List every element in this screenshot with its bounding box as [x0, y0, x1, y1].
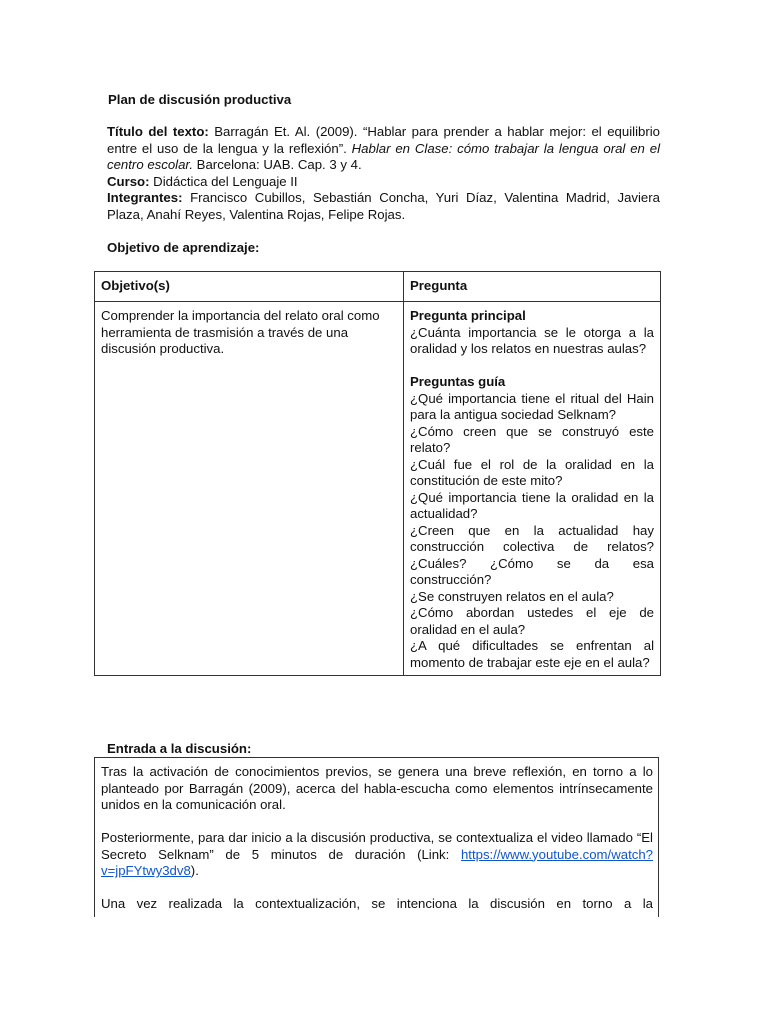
titulo-label: Título del texto:: [107, 124, 209, 139]
pregunta-principal-label: Pregunta principal: [410, 308, 526, 323]
pregunta-guia-item: ¿Cómo creen que se construyó este relato?: [410, 423, 654, 455]
curso-line: [107, 174, 660, 191]
pregunta-guia-item: ¿Creen que en la actualidad hay construcción colectiva de relatos? ¿Cuáles? ¿Cómo se da esa construcción?: [410, 522, 654, 587]
pregunta-guia-item: ¿Cómo abordan ustedes el eje de oralidad en el aula?: [410, 605, 654, 637]
entrada-p2-before: Posteriormente, para dar inicio a la discusión productiva, se contextualiza el video llamado “El Secreto Selknam” de 5 minutos de duración (Link:: [101, 830, 653, 862]
curso-label: Curso:: [107, 173, 150, 189]
entrada-heading: Entrada a la discusión:: [107, 741, 252, 756]
entrada-paragraph-2: [101, 830, 653, 880]
pregunta-guia-item: ¿A qué dificultades se enfrentan al momento de trabajar este eje en el aula?: [410, 638, 654, 670]
pregunta-principal-text: ¿Cuánta importancia se le otorga a la oralidad y los relatos en nuestras aulas?: [410, 324, 654, 356]
table-row: [95, 302, 661, 676]
entrada-paragraph-1: Tras la activación de conocimientos previos, se genera una breve reflexión, en torno a lo planteado por Barragán (2009), acerca del habla-escucha como elementos intrínsecamente unidos en la comunicación oral.: [101, 764, 653, 812]
pregunta-cell: [404, 302, 661, 676]
objectives-table: [94, 271, 661, 676]
preguntas-guia-label: Preguntas guía: [410, 374, 506, 389]
table-header-row: [95, 272, 661, 302]
pregunta-principal-block: [410, 308, 654, 358]
objetivo-heading: Objetivo de aprendizaje:: [107, 239, 260, 255]
titulo-line: [107, 124, 660, 174]
header-objetivos: Objetivo(s): [95, 272, 404, 302]
integrantes-value: Francisco Cubillos, Sebastián Concha, Yuri Díaz, Valentina Madrid, Javiera Plaza, Anahí Reyes, Valentina Rojas, Felipe Rojas.: [107, 190, 660, 222]
pregunta-guia-item: ¿Cuál fue el rol de la oralidad en la constitución de este mito?: [410, 456, 654, 488]
pregunta-guia-item: ¿Qué importancia tiene la oralidad en la actualidad?: [410, 489, 654, 521]
preguntas-guia-block: [410, 374, 654, 671]
video-link[interactable]: https://www.youtube.com/watch?v=jpFYtwy3dv8: [101, 846, 653, 878]
integrantes-label: Integrantes:: [107, 190, 183, 205]
entrada-paragraph-3: Una vez realizada la contextualización, se intenciona la discusión en torno a la: [101, 896, 653, 911]
header-pregunta: Pregunta: [404, 272, 661, 302]
entrada-box: [94, 757, 659, 917]
curso-value: Didáctica del Lenguaje II: [149, 173, 298, 189]
titulo-text-1: Barragán Et. Al. (2009). “Hablar para prender a hablar mejor: el equilibrio entre el uso de la lengua y la reflexión”.: [107, 124, 660, 156]
entrada-p2-after: ).: [190, 863, 199, 878]
pregunta-guia-item: ¿Se construyen relatos en el aula?: [410, 588, 614, 604]
document-metadata: [107, 124, 660, 256]
integrantes-line: [107, 190, 660, 223]
titulo-text-2: Barcelona: UAB. Cap. 3 y 4.: [193, 157, 362, 172]
page-title: Plan de discusión productiva: [108, 92, 292, 107]
pregunta-guia-item: ¿Qué importancia tiene el ritual del Hain para la antigua sociedad Selknam?: [410, 390, 654, 422]
objetivo-cell: Comprender la importancia del relato oral como herramienta de trasmisión a través de una discusión productiva.: [95, 302, 404, 676]
titulo-italic: Hablar en Clase: cómo trabajar la lengua oral en el centro escolar.: [107, 140, 661, 172]
